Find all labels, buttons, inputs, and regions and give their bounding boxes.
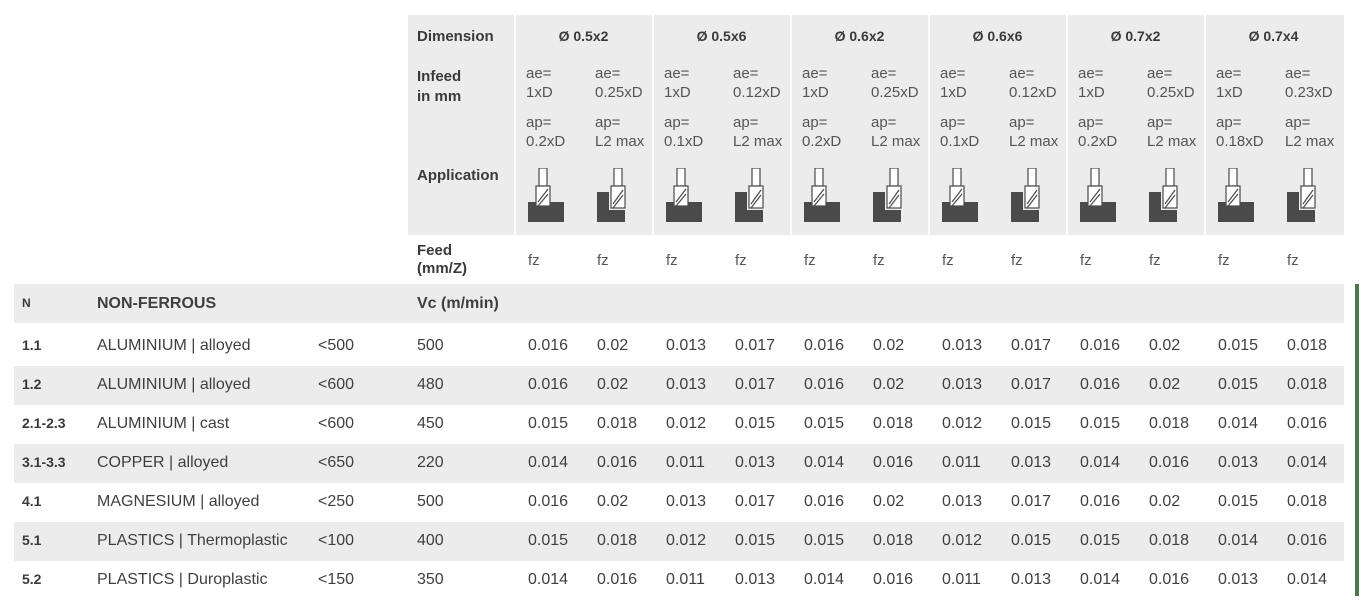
ae-label: ae= [1216, 65, 1242, 82]
dimension-header: Ø 0.6x2 [834, 28, 885, 44]
feed-value: 0.011 [942, 454, 981, 471]
feed-value: 0.02 [1149, 493, 1181, 510]
feed-value: 0.014 [1287, 571, 1328, 588]
vc-label: Vc (m/min) [417, 295, 499, 312]
feed-value: 0.018 [1287, 493, 1328, 510]
feed-value: 0.014 [1218, 415, 1259, 432]
column-divider [1066, 15, 1068, 235]
feed-value: 0.018 [1287, 376, 1328, 393]
cutting-speed: 450 [417, 415, 444, 432]
ae-label: ae= [595, 65, 621, 82]
ae-label: ae= [1078, 65, 1104, 82]
feed-value: 0.013 [666, 337, 707, 354]
feed-value: 0.012 [666, 532, 707, 549]
feed-value: 0.018 [597, 532, 638, 549]
feed-value: 0.018 [1149, 415, 1190, 432]
material-code: 2.1-2.3 [22, 415, 66, 431]
fz-label: fz [873, 252, 885, 269]
feed-value: 0.02 [1149, 337, 1181, 354]
feed-value: 0.017 [1011, 493, 1052, 510]
feed-value: 0.015 [804, 532, 845, 549]
feed-value: 0.012 [942, 532, 983, 549]
feed-value: 0.012 [942, 415, 983, 432]
feed-value: 0.016 [804, 337, 845, 354]
fz-label: fz [942, 252, 954, 269]
feed-value: 0.015 [1011, 532, 1052, 549]
feed-value: 0.014 [804, 571, 845, 588]
feed-value: 0.018 [597, 415, 638, 432]
group-code: N [22, 296, 31, 310]
feed-value: 0.013 [1011, 571, 1052, 588]
material-code: 1.1 [22, 337, 42, 353]
ae-value: 0.25xD [1147, 84, 1195, 101]
feed-value: 0.013 [1218, 454, 1259, 471]
ap-label: ap= [1285, 114, 1311, 131]
ae-value: 0.25xD [595, 84, 643, 101]
feed-label-line1: Feed [417, 242, 453, 259]
slot-milling-icon [666, 168, 706, 224]
fz-label: fz [735, 252, 747, 269]
feed-value: 0.015 [735, 415, 776, 432]
dimension-header: Ø 0.6x6 [972, 28, 1023, 44]
feed-value: 0.014 [1080, 571, 1121, 588]
feed-value: 0.013 [666, 493, 707, 510]
ae-label: ae= [802, 65, 828, 82]
feed-value: 0.016 [1080, 493, 1121, 510]
feed-value: 0.018 [1149, 532, 1190, 549]
feed-value: 0.011 [666, 454, 705, 471]
material-name: MAGNESIUM | alloyed [97, 493, 260, 510]
slot-milling-icon [804, 168, 844, 224]
column-divider [928, 15, 930, 235]
tensile-strength: <150 [318, 571, 355, 588]
slot-milling-icon [942, 168, 982, 224]
tensile-strength: <650 [318, 454, 355, 471]
feed-value: 0.016 [1287, 532, 1328, 549]
ap-value: L2 max [1285, 133, 1335, 150]
table-row [14, 366, 1344, 405]
ae-value: 0.25xD [871, 84, 919, 101]
feed-value: 0.018 [873, 532, 914, 549]
feed-value: 0.017 [1011, 337, 1052, 354]
ap-value: 0.2xD [526, 133, 566, 150]
ap-label: ap= [940, 114, 966, 131]
feed-label-line2: (mm/Z) [417, 260, 467, 277]
fz-label: fz [1287, 252, 1299, 269]
infeed-label-line1: Infeed [417, 68, 462, 85]
cutting-speed: 480 [417, 376, 444, 393]
accent-bar [1355, 284, 1359, 596]
feed-value: 0.016 [528, 493, 569, 510]
ae-value: 1xD [802, 84, 829, 101]
ap-value: 0.2xD [1078, 133, 1118, 150]
fz-label: fz [666, 252, 678, 269]
side-milling-icon [1287, 168, 1327, 224]
feed-value: 0.018 [1287, 337, 1328, 354]
feed-value: 0.015 [804, 415, 845, 432]
feed-value: 0.015 [1080, 415, 1121, 432]
feed-value: 0.015 [1218, 376, 1259, 393]
ap-value: L2 max [1147, 133, 1197, 150]
fz-label: fz [1218, 252, 1230, 269]
feed-value: 0.02 [597, 337, 629, 354]
dimension-header: Ø 0.7x2 [1110, 28, 1161, 44]
column-divider [790, 15, 792, 235]
ae-label: ae= [1285, 65, 1311, 82]
material-code: 1.2 [22, 376, 42, 392]
ap-label: ap= [664, 114, 690, 131]
feed-value: 0.014 [804, 454, 845, 471]
table-row [14, 561, 1344, 600]
material-name: PLASTICS | Duroplastic [97, 571, 268, 588]
ap-value: 0.18xD [1216, 133, 1264, 150]
ae-label: ae= [733, 65, 759, 82]
feed-value: 0.015 [735, 532, 776, 549]
column-divider [652, 15, 654, 235]
application-label: Application [417, 167, 499, 184]
feed-value: 0.02 [597, 493, 629, 510]
feed-value: 0.016 [873, 571, 914, 588]
ap-value: 0.1xD [664, 133, 704, 150]
group-header-row [14, 284, 1344, 323]
feed-value: 0.016 [1149, 454, 1190, 471]
table-row [14, 444, 1344, 483]
feed-value: 0.02 [873, 376, 905, 393]
material-code: 4.1 [22, 493, 42, 509]
dimension-label: Dimension [417, 28, 494, 45]
column-divider [1204, 15, 1206, 235]
ap-value: L2 max [871, 133, 921, 150]
feed-value: 0.017 [735, 376, 776, 393]
ae-value: 1xD [526, 84, 553, 101]
feed-value: 0.016 [804, 493, 845, 510]
tensile-strength: <500 [318, 337, 355, 354]
group-name: NON-FERROUS [97, 295, 217, 312]
feed-value: 0.014 [528, 454, 569, 471]
ae-label: ae= [940, 65, 966, 82]
column-divider [514, 15, 516, 235]
ap-label: ap= [526, 114, 552, 131]
table-row [14, 483, 1344, 522]
ae-value: 0.23xD [1285, 84, 1333, 101]
infeed-label-line2: in mm [417, 88, 462, 105]
tensile-strength: <600 [318, 415, 355, 432]
material-name: ALUMINIUM | alloyed [97, 337, 251, 354]
ap-label: ap= [871, 114, 897, 131]
feed-value: 0.014 [528, 571, 569, 588]
ae-value: 0.12xD [1009, 84, 1057, 101]
feed-value: 0.02 [597, 376, 629, 393]
table-row [14, 327, 1344, 366]
feed-value: 0.016 [1080, 376, 1121, 393]
feed-value: 0.013 [666, 376, 707, 393]
ap-value: L2 max [733, 133, 783, 150]
cutting-speed: 220 [417, 454, 444, 471]
tensile-strength: <100 [318, 532, 355, 549]
ap-label: ap= [1147, 114, 1173, 131]
cutting-speed: 400 [417, 532, 444, 549]
table-row [14, 522, 1344, 561]
material-name: COPPER | alloyed [97, 454, 229, 471]
side-milling-icon [597, 168, 637, 224]
fz-label: fz [597, 252, 609, 269]
ae-value: 1xD [1078, 84, 1105, 101]
ap-label: ap= [1009, 114, 1035, 131]
feed-value: 0.016 [1287, 415, 1328, 432]
material-name: ALUMINIUM | alloyed [97, 376, 251, 393]
feed-value: 0.017 [735, 493, 776, 510]
feed-value: 0.013 [942, 376, 983, 393]
feed-value: 0.014 [1287, 454, 1328, 471]
feed-value: 0.013 [1011, 454, 1052, 471]
feed-value: 0.017 [1011, 376, 1052, 393]
ap-label: ap= [733, 114, 759, 131]
slot-milling-icon [1218, 168, 1258, 224]
fz-label: fz [528, 252, 540, 269]
feed-value: 0.016 [528, 376, 569, 393]
ae-value: 0.12xD [733, 84, 781, 101]
side-milling-icon [873, 168, 913, 224]
ap-value: L2 max [595, 133, 645, 150]
material-code: 5.1 [22, 532, 42, 548]
side-milling-icon [735, 168, 775, 224]
feed-value: 0.02 [873, 493, 905, 510]
cutting-speed: 350 [417, 571, 444, 588]
slot-milling-icon [1080, 168, 1120, 224]
ae-label: ae= [526, 65, 552, 82]
feed-value: 0.015 [1011, 415, 1052, 432]
ae-value: 1xD [664, 84, 691, 101]
feed-value: 0.013 [942, 493, 983, 510]
feed-value: 0.015 [1218, 337, 1259, 354]
ae-label: ae= [1147, 65, 1173, 82]
cutting-speed: 500 [417, 493, 444, 510]
feed-value: 0.016 [528, 337, 569, 354]
dimension-header: Ø 0.5x2 [558, 28, 609, 44]
ap-value: 0.1xD [940, 133, 980, 150]
feed-value: 0.013 [942, 337, 983, 354]
ae-label: ae= [664, 65, 690, 82]
feed-value: 0.015 [528, 415, 569, 432]
tensile-strength: <250 [318, 493, 355, 510]
feed-value: 0.013 [1218, 571, 1259, 588]
ap-label: ap= [1216, 114, 1242, 131]
ae-label: ae= [1009, 65, 1035, 82]
side-milling-icon [1149, 168, 1189, 224]
ap-value: 0.2xD [802, 133, 842, 150]
feed-value: 0.011 [666, 571, 705, 588]
material-code: 5.2 [22, 571, 42, 587]
feed-value: 0.014 [1080, 454, 1121, 471]
slot-milling-icon [528, 168, 568, 224]
ae-value: 1xD [1216, 84, 1243, 101]
cutting-speed: 500 [417, 337, 444, 354]
tensile-strength: <600 [318, 376, 355, 393]
ae-label: ae= [871, 65, 897, 82]
feed-value: 0.015 [1080, 532, 1121, 549]
feed-value: 0.016 [597, 571, 638, 588]
feed-value: 0.016 [873, 454, 914, 471]
feed-value: 0.011 [942, 571, 981, 588]
side-milling-icon [1011, 168, 1051, 224]
feed-value: 0.014 [1218, 532, 1259, 549]
feed-value: 0.018 [873, 415, 914, 432]
fz-label: fz [1149, 252, 1161, 269]
dimension-header: Ø 0.5x6 [696, 28, 747, 44]
ap-label: ap= [1078, 114, 1104, 131]
fz-label: fz [1080, 252, 1092, 269]
feed-value: 0.013 [735, 454, 776, 471]
fz-label: fz [804, 252, 816, 269]
material-name: PLASTICS | Thermoplastic [97, 532, 288, 549]
feed-value: 0.016 [1080, 337, 1121, 354]
material-code: 3.1-3.3 [22, 454, 66, 470]
feed-value: 0.016 [597, 454, 638, 471]
material-name: ALUMINIUM | cast [97, 415, 230, 432]
ap-label: ap= [595, 114, 621, 131]
feed-value: 0.016 [804, 376, 845, 393]
feed-value: 0.02 [1149, 376, 1181, 393]
feed-value: 0.017 [735, 337, 776, 354]
feed-value: 0.02 [873, 337, 905, 354]
dimension-header: Ø 0.7x4 [1248, 28, 1299, 44]
table-row [14, 405, 1344, 444]
ae-value: 1xD [940, 84, 967, 101]
feed-value: 0.015 [1218, 493, 1259, 510]
feed-value: 0.015 [528, 532, 569, 549]
feed-value: 0.012 [666, 415, 707, 432]
feed-value: 0.016 [1149, 571, 1190, 588]
ap-label: ap= [802, 114, 828, 131]
feed-value: 0.013 [735, 571, 776, 588]
fz-label: fz [1011, 252, 1023, 269]
ap-value: L2 max [1009, 133, 1059, 150]
